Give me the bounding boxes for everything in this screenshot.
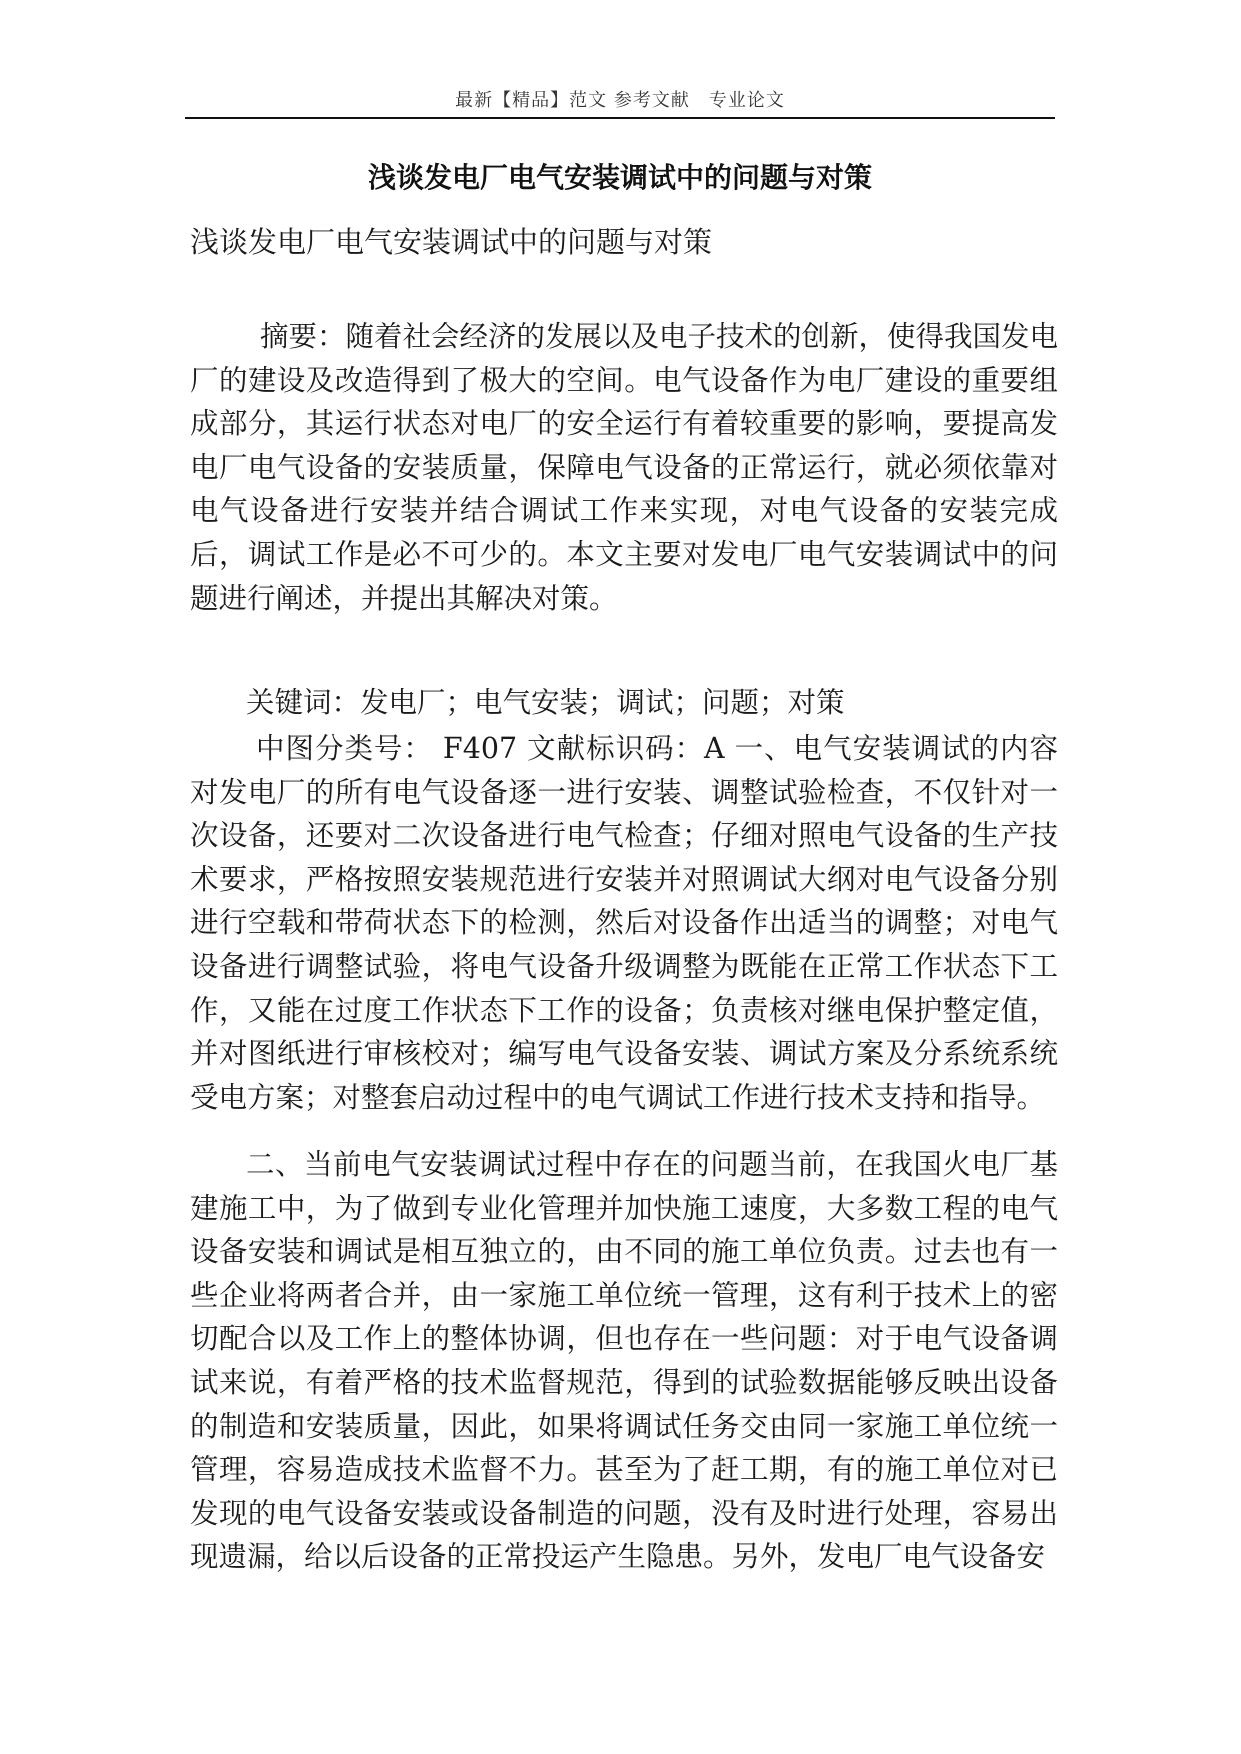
header-divider bbox=[185, 117, 1055, 119]
classification-and-section-one: 中图分类号： F407 文献标识码：A 一、电气安装调试的内容 对发电厂的所有电气设备逐一进行安装、调整试验检查，不仅针对一次设备，还要对二次设备进行电气检查；仔细对照电气设备的生产技术要求，严格按照安装规范进行安装并对照调试大纲对电气设备分别进行空载和带荷状态下的检测，然后对设备作出适当的调整；对电气设备进行调整试验，将电气设备升级调整为既能在正常工作状态下工作，又能在过度工作状态下工作的设备；负责核对继电保护整定值，并对图纸进行审核校对；编写电气设备安装、调试方案及分系统系统受电方案；对整套启动过程中的电气调试工作进行技术支持和指导。 bbox=[190, 732, 1058, 1114]
section-two-paragraph: 二、当前电气安装调试过程中存在的问题当前，在我国火电厂基建施工中，为了做到专业化管理并加快施工速度，大多数工程的电气设备安装和调试是相互独立的，由不同的施工单位负责。过去也有一些企业将两者合并，由一家施工单位统一管理，这有利于技术上的密切配合以及工作上的整体协调，但也存在一些问题：对于电气设备调试来说，有着严格的技术监督规范，得到的试验数据能够反映出设备的制造和安装质量，因此，如果将调试任务交由同一家施工单位统一管理，容易造成技术监督不力。甚至为了赶工期，有的施工单位对已发现的电气设备安装或设备制造的问题，没有及时进行处理，容易出现遗漏，给以后设备的正常投运产生隐患。另外，发电厂电气设备安 bbox=[190, 1148, 1058, 1574]
keywords-line: 关键词：发电厂；电气安装；调试；问题；对策 bbox=[246, 686, 845, 719]
document-subtitle: 浅谈发电厂电气安装调试中的问题与对策 bbox=[190, 225, 713, 259]
abstract-paragraph: 摘要：随着社会经济的发展以及电子技术的创新，使得我国发电厂的建设及改造得到了极大的空间。电气设备作为电厂建设的重要组成部分，其运行状态对电厂的安全运行有着较重要的影响，要提高发电厂电气设备的安装质量，保障电气设备的正常运行，就必须依靠对电气设备进行安装并结合调试工作来实现，对电气设备的安装完成后，调试工作是必不可少的。本文主要对发电厂电气安装调试中的问题进行阐述，并提出其解决对策。 bbox=[190, 320, 1059, 615]
page-header: 最新【精品】范文 参考文献 专业论文 bbox=[455, 90, 785, 111]
document-title: 浅谈发电厂电气安装调试中的问题与对策 bbox=[367, 161, 872, 194]
